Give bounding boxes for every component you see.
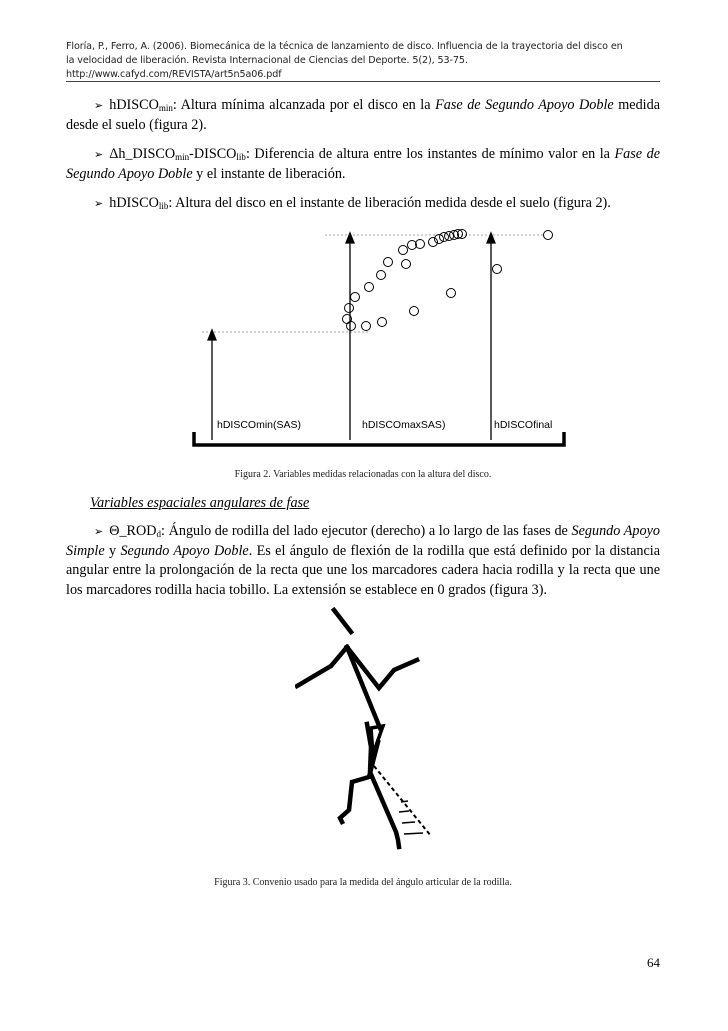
figure-3-caption: Figura 3. Convenio usado para la medida del ángulo articular de la rodilla. <box>214 877 512 888</box>
disc-position <box>351 293 360 302</box>
text-c: . Es el ángulo de flexión de la rodilla que está definido por la distancia angular entre la prolongación de la recta que une los marcadores cadera hacia rodilla y la recta que une los marcadores rodilla hacia tobillo. La extensión se establece en 0 grados (figura 3). <box>66 542 660 598</box>
bullet-theta-rod <box>66 522 660 600</box>
label-hdisco-final: hDISCOfinal <box>494 419 553 431</box>
angle-hatch <box>399 811 409 812</box>
disc-position <box>347 322 356 331</box>
label-hdisco-max: hDISCOmaxSAS) <box>362 419 446 431</box>
text-a: : Ángulo de rodilla del lado ejecutor (derecho) a lo largo de las fases de <box>161 523 572 539</box>
disc-position <box>362 322 371 331</box>
disc-position <box>399 246 408 255</box>
disc-position <box>345 304 354 313</box>
height-arrows <box>208 233 495 440</box>
text-a: : Diferencia de altura entre los instantes de mínimo valor en la <box>245 146 615 162</box>
term-sub: d <box>156 529 162 539</box>
text-b: y <box>104 542 121 559</box>
left-arm <box>297 647 347 686</box>
header-citation-line1: Floría, P., Ferro, A. (2006). Biomecánica de la técnica de lanzamiento de disco. Influencia de la trayectoria del disco en <box>66 41 623 52</box>
disc-position <box>544 231 553 240</box>
bullet-delta-hdisco <box>66 145 660 184</box>
header-url[interactable]: http://www.cafyd.com/REVISTA/art5n5a06.pdf <box>66 69 282 80</box>
angle-hatch <box>401 801 408 802</box>
knee-angle-marks <box>399 801 423 834</box>
text-italic-2: Segundo Apoyo Doble <box>120 542 249 559</box>
disc-position <box>447 289 456 298</box>
term: hDISCO <box>109 195 159 211</box>
disc-position <box>365 283 374 292</box>
bullet-arrow-icon: ➢ <box>94 525 104 538</box>
bullet-arrow-icon: ➢ <box>94 148 104 161</box>
term: Θ_ROD <box>109 523 157 539</box>
term-sub: min <box>158 103 173 113</box>
arrow-head-final <box>487 233 495 243</box>
figure-2-disc-height <box>180 222 580 454</box>
header-citation-line2: la velocidad de liberación. Revista Internacional de Ciencias del Deporte. 5(2), 53-75. <box>66 55 468 66</box>
disc-position <box>410 307 419 316</box>
disc-position <box>402 260 411 269</box>
angle-hatch <box>402 822 415 823</box>
text-italic: Fase de Segundo Apoyo Doble <box>66 146 660 182</box>
disc-position <box>493 265 502 274</box>
disc-position <box>377 271 386 280</box>
figure-3-knee-angle <box>295 602 455 864</box>
head-segment <box>334 610 351 632</box>
page-number: 64 <box>647 955 660 970</box>
arrow-head-max <box>346 233 354 243</box>
term2-sub: lib <box>236 152 246 162</box>
label-hdisco-min: hDISCOmin(SAS) <box>217 419 302 431</box>
text-a: : Altura del disco en el instante de liberación medida desde el suelo (figura 2). <box>168 195 611 211</box>
text-a: : Altura mínima alcanzada por el disco en la <box>172 97 436 113</box>
arrow-head-min <box>208 330 216 340</box>
bullet-hdisco-lib <box>66 194 660 214</box>
bullet-arrow-icon: ➢ <box>94 197 104 210</box>
term-sub: lib <box>158 201 169 211</box>
header-divider <box>66 81 660 82</box>
angle-hatch <box>404 833 423 834</box>
trunk-segment <box>347 647 380 728</box>
term: Δh_DISCO <box>109 146 176 162</box>
text-b: y el instante de liberación. <box>192 165 346 182</box>
bullet-hdisco-min <box>66 96 660 135</box>
page-header <box>66 40 660 82</box>
text-italic: Fase de Segundo Apoyo Doble <box>435 97 614 113</box>
bullet-arrow-icon: ➢ <box>94 99 104 112</box>
disc-position <box>378 318 387 327</box>
figure-2-caption: Figura 2. Variables medidas relacionadas con la altura del disco. <box>234 469 492 480</box>
term: hDISCO <box>109 97 159 113</box>
term2: -DISCO <box>189 146 237 162</box>
section-title: Variables espaciales angulares de fase <box>90 495 310 511</box>
disc-trajectory <box>343 230 553 331</box>
text-italic-1: Segundo Apoyo Simple <box>66 523 660 559</box>
term-sub: min <box>175 152 190 162</box>
ground-line <box>194 432 564 445</box>
disc-position <box>384 258 393 267</box>
text-b: medida desde el suelo (figura 2). <box>66 97 660 133</box>
